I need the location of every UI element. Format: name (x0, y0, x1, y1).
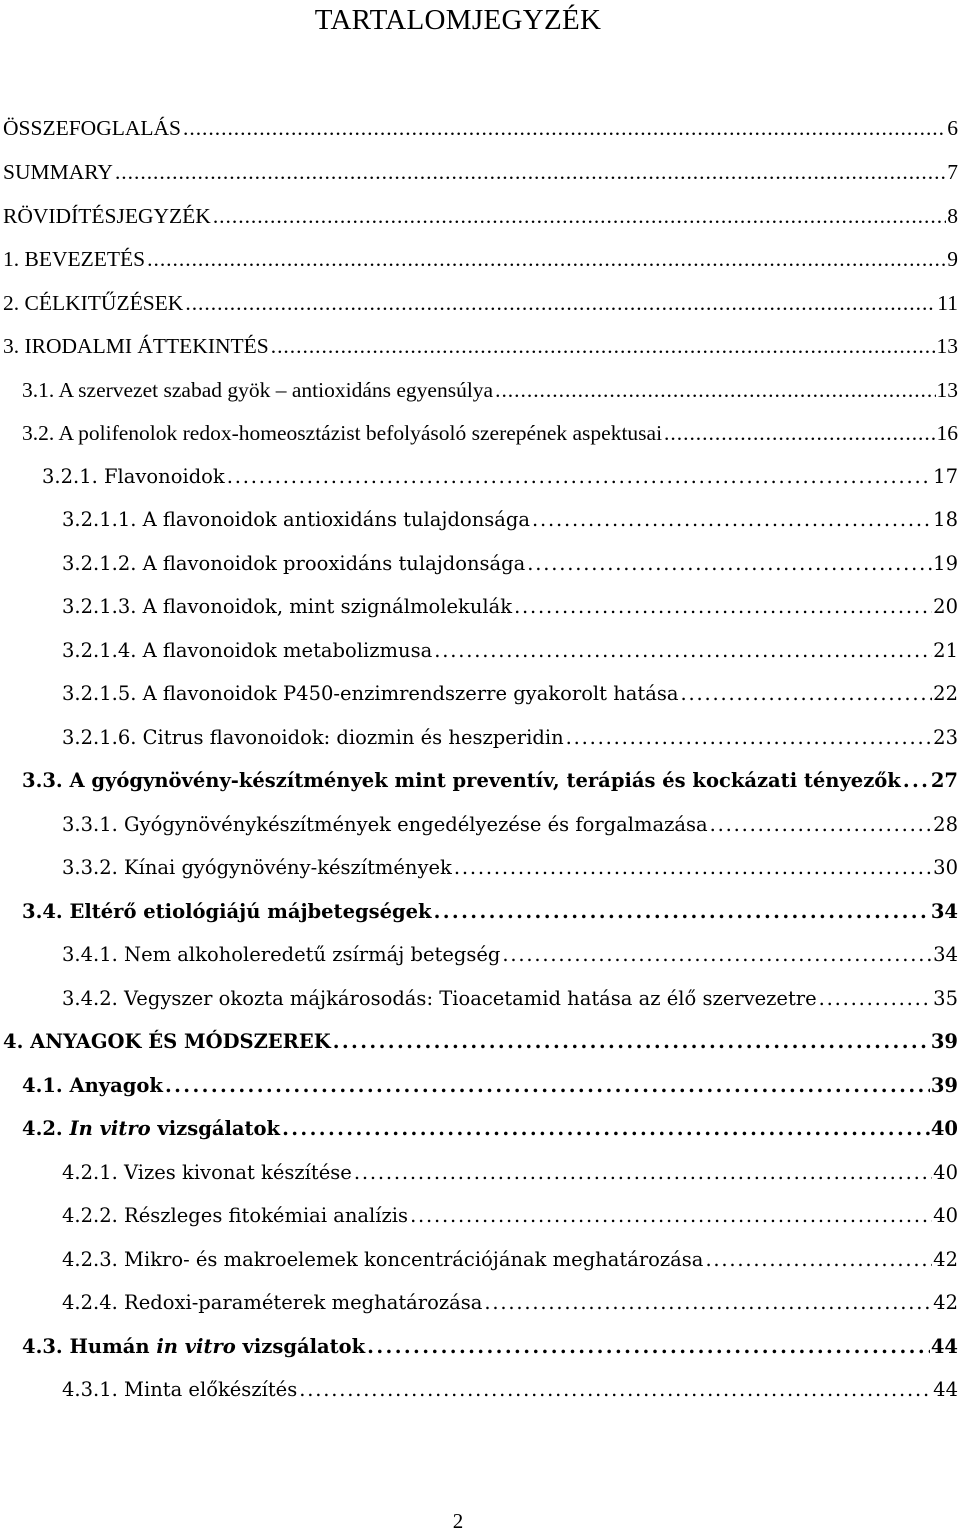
toc-leader-dots (819, 985, 933, 1013)
toc-leader-dots (434, 898, 930, 926)
toc-leader-dots (532, 506, 932, 534)
toc-leader-dots (566, 724, 933, 752)
toc-leader-dots (185, 289, 936, 317)
toc-entry-page: 7 (947, 160, 958, 184)
toc-entry[interactable] (62, 506, 958, 534)
toc-entry-page: 18 (933, 508, 958, 531)
toc-leader-dots (410, 1202, 932, 1230)
toc-entry-page: 28 (933, 813, 958, 836)
toc-entry[interactable] (3, 1028, 958, 1056)
toc-entry-label: 4.2.1. Vizes kivonat készítése (62, 1161, 352, 1184)
toc-leader-dots (495, 376, 935, 404)
toc-entry-label: 3.1. A szervezet szabad gyök – antioxidáns egyensúlya (22, 378, 494, 402)
toc-entry-label: 1. BEVEZETÉS (3, 247, 146, 271)
toc-leader-dots (227, 463, 932, 491)
toc-entry[interactable] (62, 1202, 958, 1230)
toc-entry[interactable] (62, 724, 958, 752)
toc-entry-page: 9 (947, 247, 958, 271)
toc-entry-page: 20 (933, 595, 958, 618)
toc-entry[interactable] (62, 1246, 958, 1274)
toc-entry-page: 16 (936, 421, 958, 445)
page-number: 2 (452, 1509, 464, 1533)
toc-entry-label: 3. IRODALMI ÁTTEKINTÉS (3, 334, 269, 358)
toc-entry-page: 19 (933, 552, 958, 575)
toc-entry[interactable] (62, 637, 958, 665)
toc-leader-dots (271, 332, 936, 360)
toc-entry-page: 30 (933, 856, 958, 879)
toc-entry-label: 4.3.1. Minta előkészítés (62, 1378, 298, 1401)
toc-leader-dots (454, 854, 932, 882)
toc-entry[interactable] (22, 898, 958, 926)
toc-entry[interactable] (22, 767, 958, 795)
toc-entry[interactable] (3, 202, 958, 230)
toc-entry[interactable] (62, 811, 958, 839)
toc-leader-dots (282, 1115, 930, 1143)
toc-entry-label: 4. ANYAGOK ÉS MÓDSZEREK (3, 1030, 331, 1053)
toc-entry-page: 34 (933, 943, 958, 966)
toc-entry-page: 39 (930, 1030, 958, 1053)
toc-entry-page: 42 (933, 1291, 958, 1314)
toc-leader-dots (183, 114, 946, 142)
toc-leader-dots (502, 941, 932, 969)
toc-leader-dots (434, 637, 932, 665)
toc-leader-dots (213, 202, 946, 230)
toc-entry[interactable] (62, 1376, 958, 1404)
toc-entry-page: 35 (933, 987, 958, 1010)
toc-entry-label: ÖSSZEFOGLALÁS (3, 116, 181, 140)
toc-entry[interactable] (22, 376, 958, 404)
toc-entry-label: 3.2.1. Flavonoidok (42, 465, 225, 488)
toc-entry-page: 11 (937, 291, 958, 315)
toc-leader-dots (664, 419, 935, 447)
toc-entry-label: 2. CÉLKITŰZÉSEK (3, 291, 184, 315)
toc-entry[interactable] (42, 463, 958, 491)
toc-entry-label: 3.2.1.6. Citrus flavonoidok: diozmin és heszperidin (62, 726, 564, 749)
toc-entry-label: 4.3. Humán in vitro vizsgálatok (22, 1335, 366, 1358)
toc-entry-label: 3.2.1.2. A flavonoidok prooxidáns tulajdonsága (62, 552, 526, 575)
toc-entry-label: 3.2.1.4. A flavonoidok metabolizmusa (62, 639, 433, 662)
toc-entry[interactable] (3, 245, 958, 273)
toc-entry-label: 4.2.4. Redoxi-paraméterek meghatározása (62, 1291, 483, 1314)
toc-entry[interactable] (22, 1333, 958, 1361)
toc-entry-label: 4.2.2. Részleges fitokémiai analízis (62, 1204, 409, 1227)
toc-entry[interactable] (62, 1159, 958, 1187)
page-title: TARTALOMJEGYZÉK (314, 4, 602, 36)
toc-entry[interactable] (62, 593, 958, 621)
toc-entry-page: 40 (933, 1204, 958, 1227)
toc-entry-page: 27 (930, 769, 958, 792)
toc-entry-page: 44 (933, 1378, 958, 1401)
toc-entry[interactable] (62, 680, 958, 708)
toc-entry-label: 3.4. Eltérő etiológiájú májbetegségek (22, 900, 432, 923)
toc-entry[interactable] (3, 158, 958, 186)
toc-entry[interactable] (62, 550, 958, 578)
toc-entry-label: 4.1. Anyagok (22, 1074, 163, 1097)
toc-entry-page: 21 (933, 639, 958, 662)
toc-entry-label: 4.2. In vitro vizsgálatok (22, 1117, 281, 1140)
toc-leader-dots (333, 1028, 930, 1056)
toc-entry[interactable] (62, 985, 958, 1013)
toc-entry-page: 17 (933, 465, 958, 488)
toc-entry-label: 3.2.1.1. A flavonoidok antioxidáns tulajdonsága (62, 508, 530, 531)
toc-entry[interactable] (3, 332, 958, 360)
toc-leader-dots (354, 1159, 932, 1187)
toc-entry-page: 6 (947, 116, 958, 140)
toc-entry-page: 8 (947, 204, 958, 228)
toc-entry-label: 3.3.1. Gyógynövénykészítmények engedélyezése és forgalmazása (62, 813, 708, 836)
toc-leader-dots (705, 1246, 932, 1274)
toc-entry[interactable] (22, 1072, 958, 1100)
toc-leader-dots (484, 1289, 932, 1317)
toc-entry-page: 34 (930, 900, 958, 923)
toc-entry-page: 13 (936, 378, 958, 402)
toc-entry-label: 3.2.1.3. A flavonoidok, mint szignálmolekulák (62, 595, 513, 618)
toc-entry-label: 4.2.3. Mikro- és makroelemek koncentrációjának meghatározása (62, 1248, 704, 1271)
toc-entry-label: 3.2. A polifenolok redox-homeosztázist befolyásoló szerepének aspektusai (22, 421, 663, 445)
toc-entry-label: 3.2.1.5. A flavonoidok P450-enzimrendszerre gyakorolt hatása (62, 682, 679, 705)
toc-entry[interactable] (3, 114, 958, 142)
toc-entry-page: 13 (936, 334, 958, 358)
toc-entry-label: 3.3.2. Kínai gyógynövény-készítmények (62, 856, 452, 879)
toc-entry-label: 3.4.1. Nem alkoholeredetű zsírmáj betegség (62, 943, 501, 966)
toc-entry[interactable] (62, 1289, 958, 1317)
toc-entry-page: 40 (930, 1117, 958, 1140)
toc-entry-page: 42 (933, 1248, 958, 1271)
toc-leader-dots (903, 767, 930, 795)
toc-entry-page: 23 (933, 726, 958, 749)
toc-leader-dots (514, 593, 932, 621)
toc-entry-page: 40 (933, 1161, 958, 1184)
toc-entry-page: 44 (930, 1335, 958, 1358)
toc-entry-label: RÖVIDÍTÉSJEGYZÉK (3, 204, 211, 228)
toc-entry-label: SUMMARY (3, 160, 113, 184)
toc-leader-dots (299, 1376, 932, 1404)
toc-entry-page: 22 (933, 682, 958, 705)
toc-leader-dots (710, 811, 933, 839)
toc-leader-dots (527, 550, 932, 578)
toc-leader-dots (115, 158, 946, 186)
toc-entry[interactable] (22, 1115, 958, 1143)
toc-entry[interactable] (62, 941, 958, 969)
toc-entry[interactable] (62, 854, 958, 882)
toc-entry[interactable] (3, 289, 958, 317)
toc-entry-label: 3.4.2. Vegyszer okozta májkárosodás: Tioacetamid hatása az élő szervezetre (62, 987, 817, 1010)
toc-leader-dots (147, 245, 946, 273)
toc-leader-dots (681, 680, 933, 708)
toc-entry[interactable] (22, 419, 958, 447)
toc-leader-dots (165, 1072, 930, 1100)
toc-leader-dots (367, 1333, 930, 1361)
toc-entry-page: 39 (930, 1074, 958, 1097)
toc-entry-label: 3.3. A gyógynövény-készítmények mint preventív, terápiás és kockázati tényezők (22, 769, 901, 792)
